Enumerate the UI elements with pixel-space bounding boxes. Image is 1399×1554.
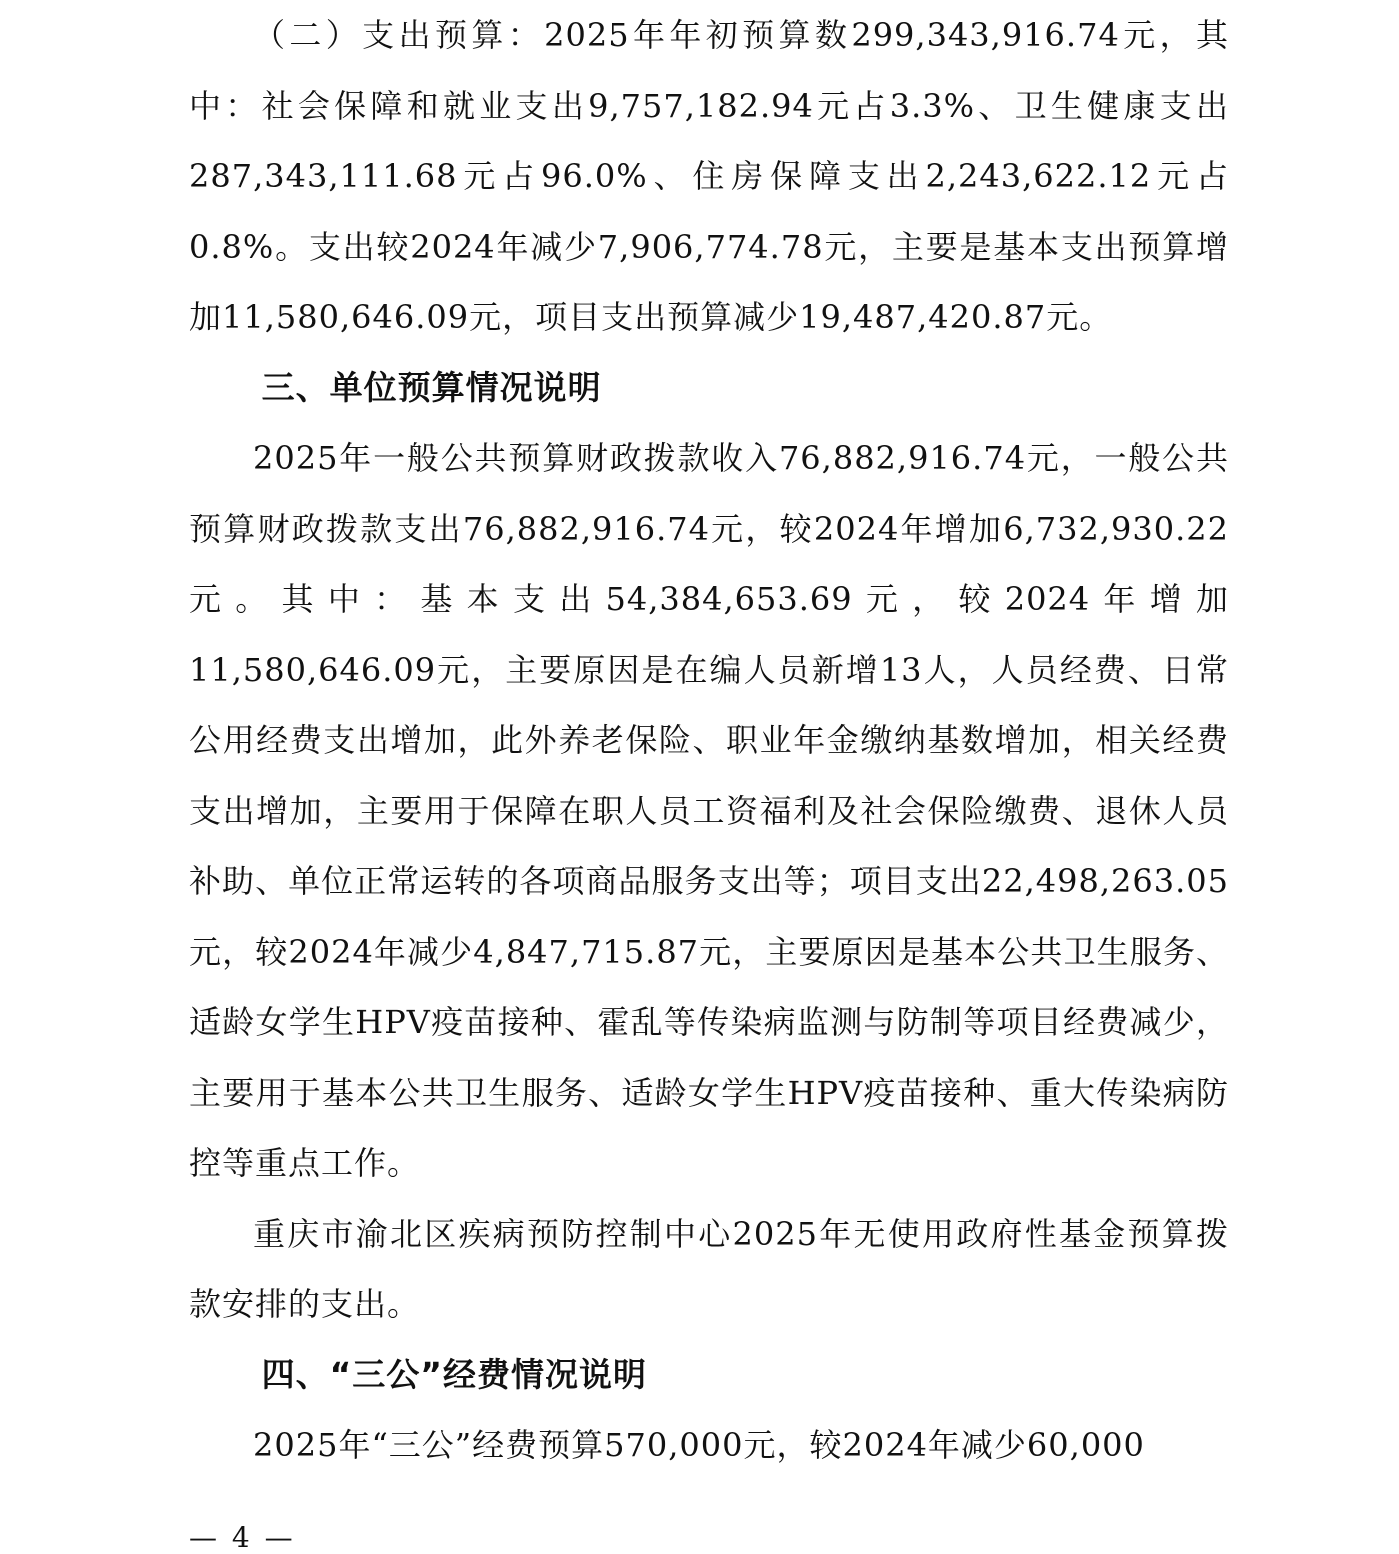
expenditure-budget-paragraph: （二）支出预算：2025年年初预算数299,343,916.74元，其中：社会保障和就业支出9,757,182.94元占3.3%、卫生健康支出287,343,111.68元占96.0%、住房保障支出2,243,622.12元占0.8%。支出较2024年减少7,906,774.78元，主要是基本支出预算增加11,580,646.09元，项目支出预算减少19,487,420.87元。: [189, 16, 1229, 336]
three-public-expenses-paragraph: 2025年“三公”经费预算570,000元，较2024年减少60,000: [253, 1426, 1145, 1464]
government-fund-budget-paragraph: 重庆市渝北区疾病预防控制中心2025年无使用政府性基金预算拨款安排的支出。: [189, 1214, 1229, 1323]
section-three-heading: 三、单位预算情况说明: [261, 367, 602, 407]
page-number: — 4 —: [189, 1521, 296, 1554]
section-four-heading: 四、“三公”经费情况说明: [261, 1354, 647, 1394]
document-body: [189, 0, 1229, 1481]
general-public-budget-paragraph: 2025年一般公共预算财政拨款收入76,882,916.74元，一般公共预算财政拨款支出76,882,916.74元，较2024年增加6,732,930.22元。其中：基本支出54,384,653.69元，较2024年增加11,580,646.09元，主要原因是在编人员新增13人，人员经费、日常公用经费支出增加，此外养老保险、职业年金缴纳基数增加，相关经费支出增加，主要用于保障在职人员工资福利及社会保险缴费、退休人员补助、单位正常运转的各项商品服务支出等；项目支出22,498,263.05元，较2024年减少4,847,715.87元，主要原因是基本公共卫生服务、适龄女学生HPV疫苗接种、霍乱等传染病监测与防制等项目经费减少，主要用于基本公共卫生服务、适龄女学生HPV疫苗接种、重大传染病防控等重点工作。: [189, 439, 1229, 1182]
